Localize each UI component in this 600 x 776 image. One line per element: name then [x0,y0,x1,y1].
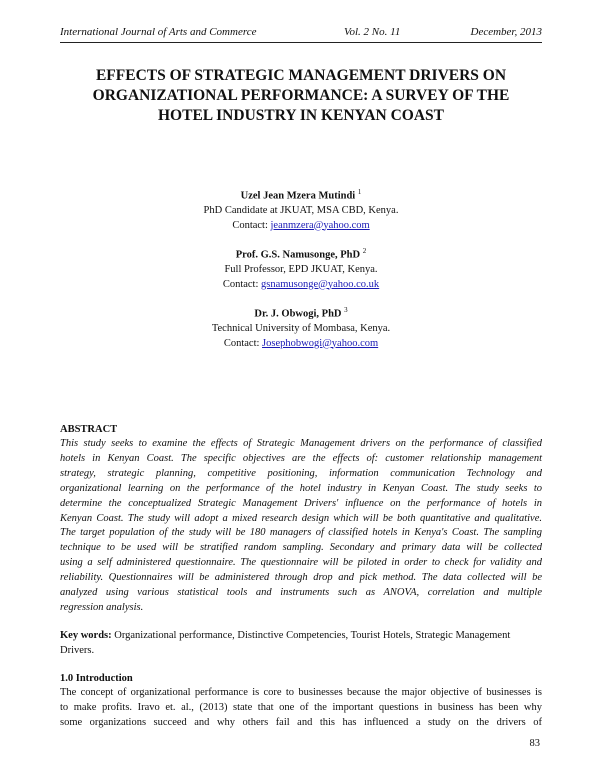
title-line: ORGANIZATIONAL PERFORMANCE: A SURVEY OF THE [92,87,510,104]
introduction-body [60,686,542,730]
author-affiliation: Technical University of Mombasa, Kenya. [211,323,391,334]
abstract-line: technique to be used will be stratified random sampling. Secondary and primary data will be collected [60,542,542,554]
issue-date: December, 2013 [470,26,542,38]
author-2 [60,244,542,292]
introduction-heading: 1.0 Introduction [60,673,133,684]
abstract-heading: ABSTRACT [60,424,118,435]
keywords-label: Key words: [60,630,112,641]
journal-name: International Journal of Arts and Commerce [60,26,257,38]
abstract-line: determine the conceptualized Strategic Management Drivers' influence on the performance of hotels in [60,497,542,509]
title-line: HOTEL INDUSTRY IN KENYAN COAST [158,107,444,124]
author-block [60,185,542,362]
author-name: Dr. J. Obwogi, PhD [254,308,342,320]
email-link[interactable]: Josephobwogi@yahoo.com [262,337,379,349]
author-name: Prof. G.S. Namusonge, PhD [235,249,361,261]
abstract-line: Kenyan Coast. The study will adopt a mixed research design which will be both quantitative and qualitative. [60,512,542,524]
running-header [60,26,542,42]
author-3 [60,303,542,351]
author-sup: 2 [362,247,367,255]
author-sup: 3 [344,306,348,314]
email-link[interactable]: jeanmzera@yahoo.com [270,219,370,231]
contact-label: Contact: [223,337,263,349]
author-sup: 1 [357,188,362,196]
introduction-line: The concept of organizational performance is core to businesses because the major objective of businesses is [60,687,542,698]
introduction-line: some organizations succeed and why others fail and this has influenced a study on the drivers of [60,716,542,728]
abstract-line: using a self administered questionnaire. The questionnaire will be piloted in order to check for validity and [60,557,542,569]
introduction-line: to make profits. Iravo et. al., (2013) state that one of the important questions in business has been why [60,701,542,713]
abstract-line: hotels in Kenyan Coast. The specific objectives are the effects of: customer relationship management [60,452,542,464]
author-affiliation: PhD Candidate at JKUAT, MSA CBD, Kenya. [203,205,399,216]
abstract-line: This study seeks to examine the effects of Strategic Management drivers on the performance of classified [60,438,542,449]
author-name: Uzel Jean Mzera Mutindi [240,190,356,202]
keywords-section [60,629,542,658]
header-rule [60,42,542,43]
author-1 [60,185,542,233]
email-link[interactable]: gsnamusonge@yahoo.co.uk [261,278,380,290]
paper-title [60,66,542,126]
abstract-line: strategy, strategic planning, competitive positioning, information communication Technology and [60,467,542,479]
contact-label: Contact: [232,219,271,231]
contact-label: Contact: [222,278,262,290]
abstract-line: The target population of the study will be 180 managers of classified hotels in Kenya's Coast. The sampling [60,527,542,539]
keywords-text: Organizational performance, Distinctive Competencies, Tourist Hotels, Strategic Management Drivers. [60,630,511,656]
abstract-line: regression analysis. [60,601,144,613]
abstract-line: reliability. Questionnaires will be administered through drop and pick method. The data collected will be [60,572,542,584]
abstract-line: analyzed using various statistical tools and instruments such as ANOVA, correlation and multiple [60,587,542,599]
author-affiliation: Full Professor, EPD JKUAT, Kenya. [224,264,378,275]
abstract-line: organizational learning on the performance of the hotel industry in Kenyan Coast. The study seeks to [60,482,542,494]
introduction-section [60,672,542,730]
abstract-body [60,437,542,616]
abstract-section [60,423,542,616]
page-number: 83 [529,738,540,749]
title-line: EFFECTS OF STRATEGIC MANAGEMENT DRIVERS ON [95,67,507,84]
volume-number: Vol. 2 No. 11 [344,26,401,38]
